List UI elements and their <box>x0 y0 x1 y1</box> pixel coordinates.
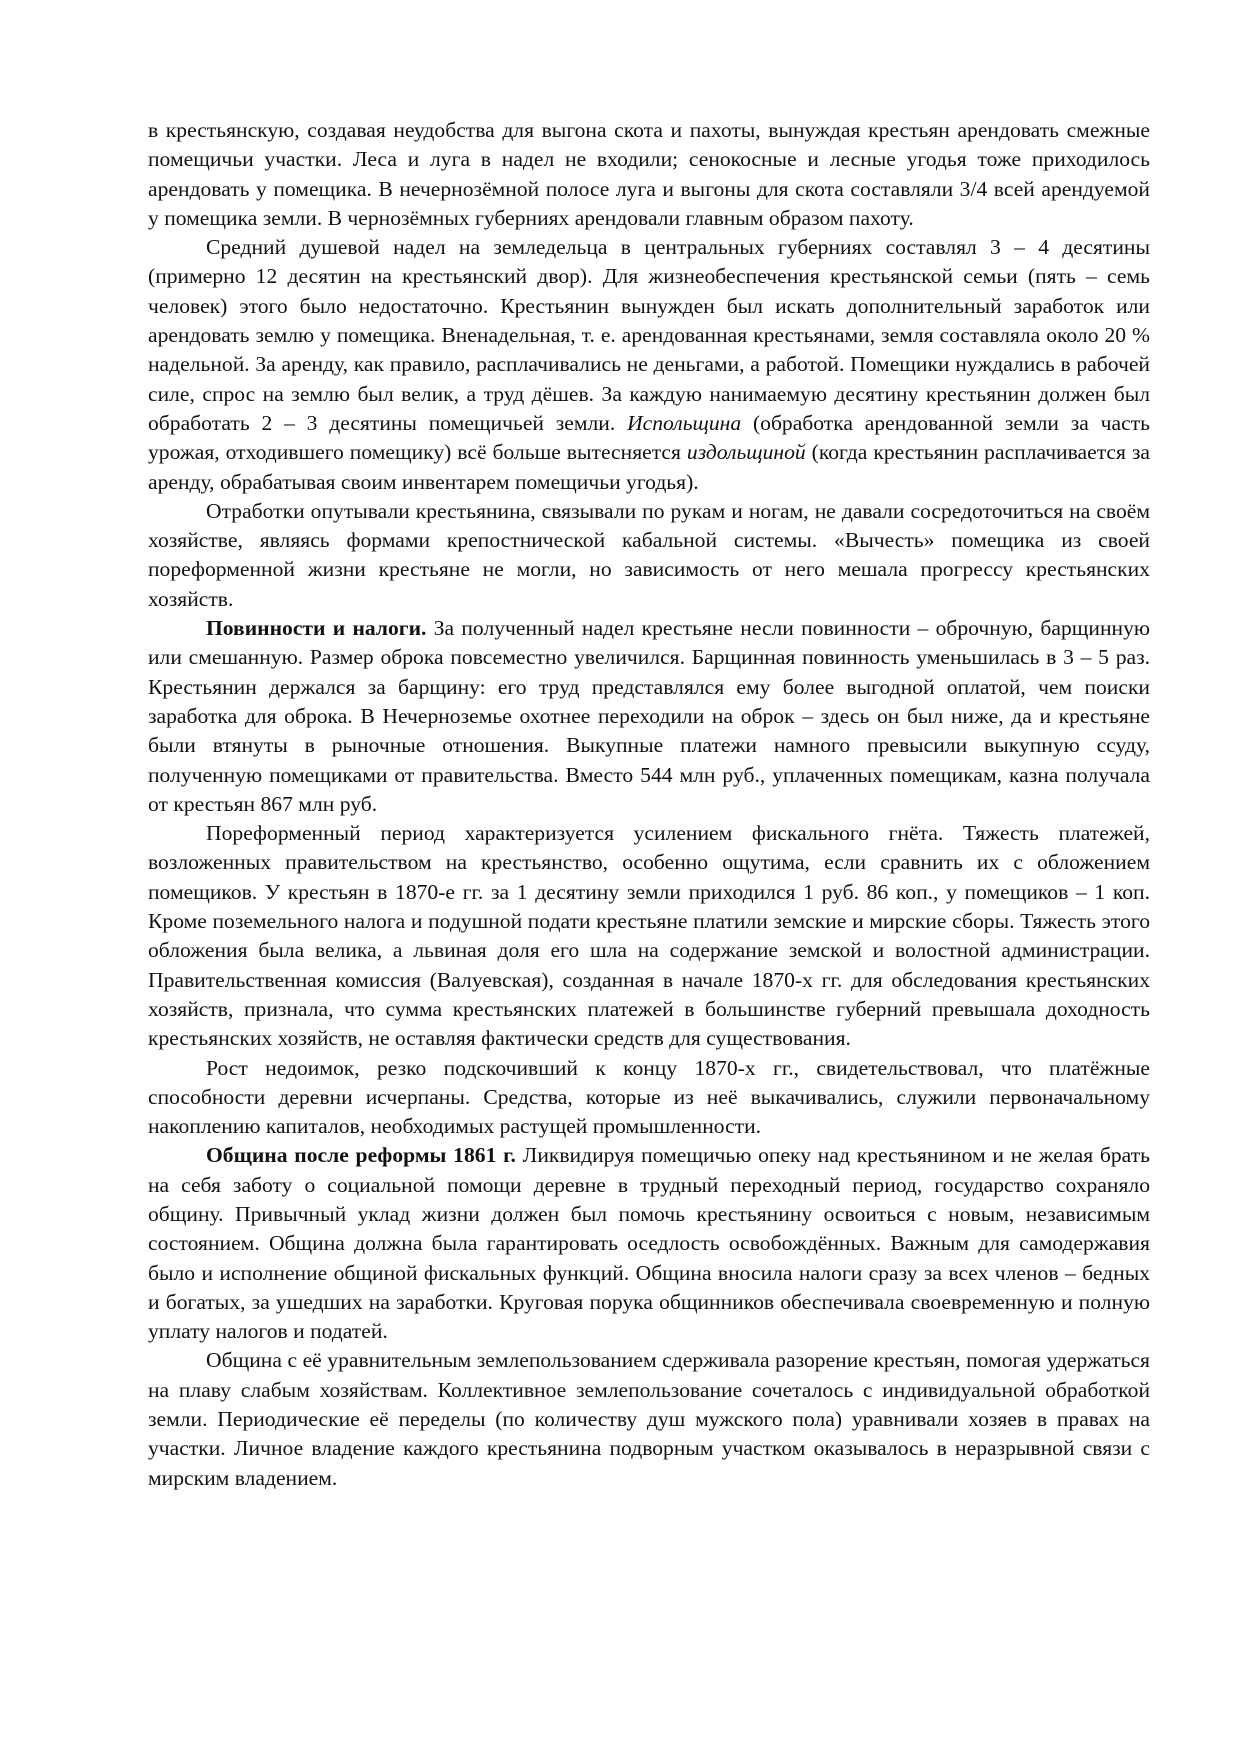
paragraph-text: в крестьянскую, создавая неудобства для выгона скота и пахоты, вынуждая крестьян арендовать смежные помещичьи участки. Леса и луга в надел не входили; сенокосные и лесные угодья тоже приходилось арендовать у помещика. В нечернозёмной полосе луга и выгоны для скота составляли 3/4 всей арендуемой у помещика земли. В чернозёмных губерниях арендовали главным образом пахоту. <box>148 118 1150 230</box>
section-heading-community-after-reform: Община после реформы 1861 г. <box>206 1143 516 1168</box>
term-ispolshchina: Испольщина <box>627 410 742 435</box>
paragraph-7 <box>148 1141 1150 1346</box>
paragraph-2 <box>148 233 1150 497</box>
paragraph-3 <box>148 497 1150 614</box>
paragraph-text: Пореформенный период характеризуется усилением фискального гнёта. Тяжесть платежей, возложенных правительством на крестьянство, особенно ощутима, если сравнить их с обложением помещиков. У крестьян в 1870-е гг. за 1 десятину земли приходился 1 руб. 86 коп., у помещиков – 1 коп. Кроме поземельного налога и подушной подати крестьяне платили земские и мирские сборы. Тяжесть этого обложения была велика, а львиная доля его шла на содержание земской и волостной администрации. Правительственная комиссия (Валуевская), созданная в начале 1870-х гг. для обследования крестьянских хозяйств, признала, что сумма крестьянских платежей в большинстве губерний превышала доходность крестьянских хозяйств, не оставляя фактически средств для существования. <box>148 821 1150 1051</box>
term-izdolshchina: издольщиной <box>686 440 806 465</box>
paragraph-8 <box>148 1346 1150 1492</box>
paragraph-6 <box>148 1054 1150 1142</box>
paragraph-text: Рост недоимок, резко подскочивший к концу 1870-х гг., свидетельствовал, что платёжные способности деревни исчерпаны. Средства, которые из неё выкачивались, служили первоначальному накоплению капиталов, необходимых растущей промышленности. <box>148 1055 1150 1139</box>
document-page <box>148 116 1150 1493</box>
paragraph-text: Отработки опутывали крестьянина, связывали по рукам и ногам, не давали сосредоточиться на своём хозяйстве, являясь формами крепостнической кабальной системы. «Вычесть» помещика из своей пореформенной жизни крестьяне не могли, но зависимость от него мешала прогрессу крестьянских хозяйств. <box>148 498 1150 611</box>
paragraph-5 <box>148 819 1150 1053</box>
paragraph-text: Община с её уравнительным землепользованием сдерживала разорение крестьян, помогая удержаться на плаву слабым хозяйствам. Коллективное землепользование сочеталось с индивидуальной обработкой земли. Периодические её переделы (по количеству душ мужского пола) уравнивали хозяев в правах на участки. Личное владение каждого крестьянина подворным участком оказывалось в неразрывной связи с мирским владением. <box>148 1348 1150 1490</box>
paragraph-text: За полученный надел крестьяне несли повинности – оброчную, барщинную или смешанную. Размер оброка повсеместно увеличился. Барщинная повинность уменьшилась в 3 – 5 раз. Крестьянин держался за барщину: его труд представлялся ему более выгодной оплатой, чем поиски заработка для оброка. В Нечерноземье охотнее переходили на оброк – здесь он был ниже, да и крестьяне были втянуты в рыночные отношения. Выкупные платежи намного превысили выкупную ссуду, полученную помещиками от правительства. Вместо 544 млн руб., уплаченных помещикам, казна получала от крестьян 867 млн руб. <box>148 616 1150 816</box>
paragraph-4 <box>148 614 1150 819</box>
paragraph-text: Средний душевой надел на земледельца в центральных губерниях составлял 3 – 4 десятины (примерно 12 десятин на крестьянский двор). Для жизнеобеспечения крестьянской семьи (пять – семь человек) этого было недостаточно. Крестьянин вынужден был искать дополнительный заработок или арендовать землю у помещика. Вненадельная, т. е. арендованная крестьянами, земля составляла около 20 % надельной. За аренду, как правило, расплачивались не деньгами, а работой. Помещики нуждались в рабочей силе, спрос на землю был велик, а труд дёшев. За каждую нанимаемую десятину крестьянин должен был обработать 2 – 3 десятины помещичьей земли. <box>148 235 1150 435</box>
paragraph-text: Ликвидируя помещичью опеку над крестьянином и не желая брать на себя заботу о социальной помощи деревне в трудный переходный период, государство сохраняло общину. Привычный уклад жизни должен был помочь крестьянину освоиться с новым, независимым состоянием. Община должна была гарантировать оседлость освобождённых. Важным для самодержавия было и исполнение общиной фискальных функций. Община вносила налоги сразу за всех членов – бедных и богатых, за ушедших на заработки. Круговая порука общинников обеспечивала своевременную и полную уплату налогов и податей. <box>148 1143 1150 1344</box>
paragraph-text: (когда крестьянин расплачивается за аренду, обрабатывая своим инвентарем помещичьи угодья). <box>148 440 1150 494</box>
section-heading-duties-taxes: Повинности и налоги. <box>206 616 427 641</box>
paragraph-1 <box>148 116 1150 233</box>
paragraph-text: (обработка арендованной земли за часть урожая, отходившего помещику) всё больше вытесняется <box>148 410 1150 465</box>
